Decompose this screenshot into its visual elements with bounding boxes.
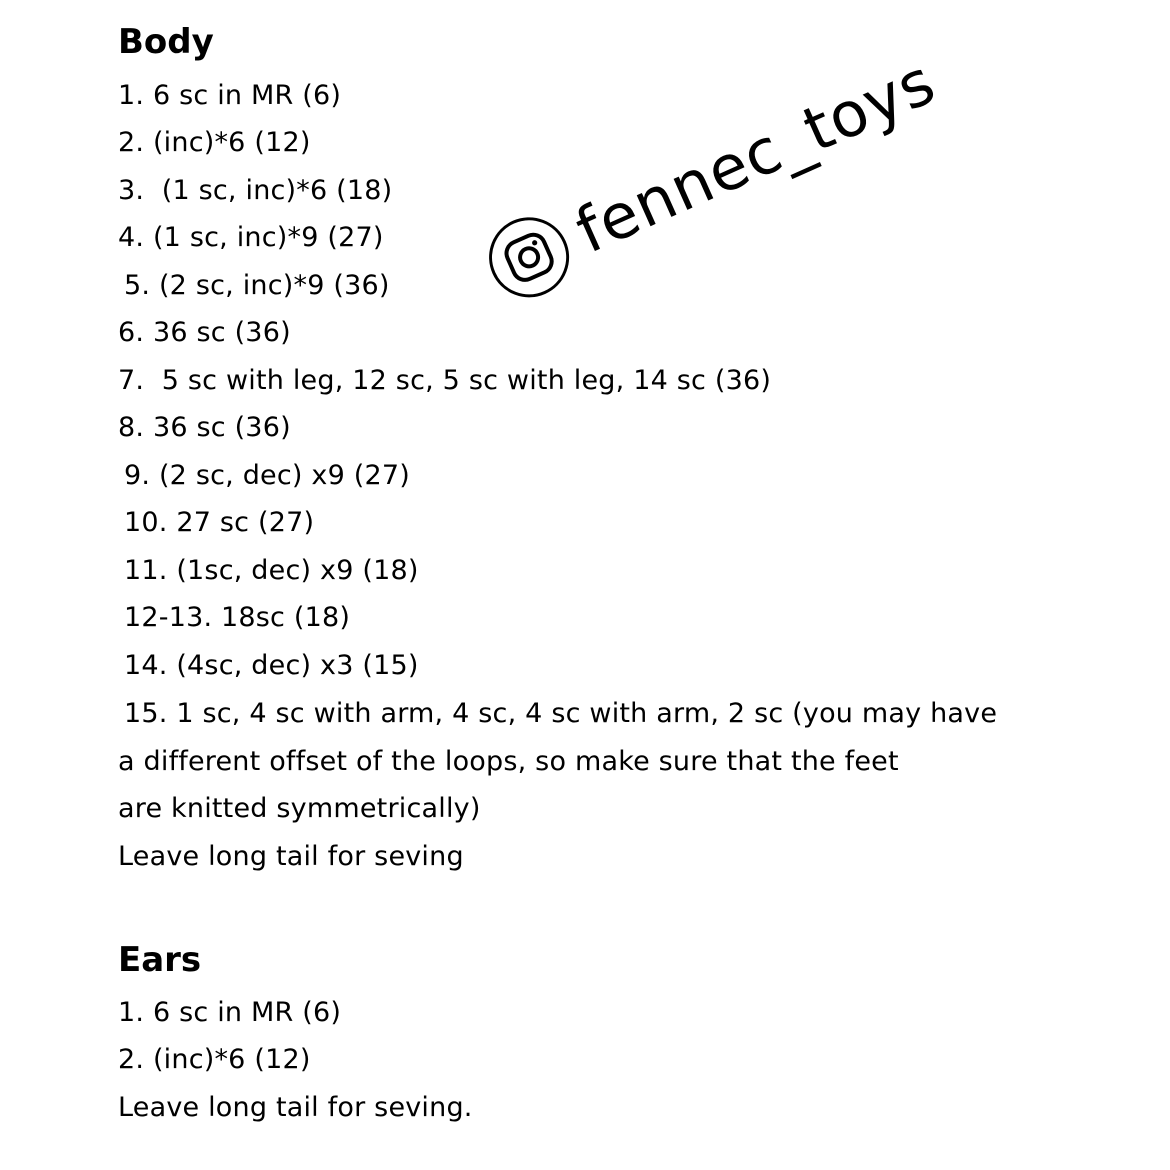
body-step-15-cont-1: a different offset of the loops, so make sure that the feet <box>118 746 899 777</box>
ears-step-2: 2. (inc)*6 (12) <box>118 1044 311 1075</box>
ears-finish-note: Leave long tail for seving. <box>118 1092 473 1123</box>
body-step-2: 2. (inc)*6 (12) <box>118 127 311 158</box>
body-step-11: 11. (1sc, dec) x9 (18) <box>124 555 419 586</box>
instagram-icon <box>476 205 582 311</box>
body-step-1: 1. 6 sc in MR (6) <box>118 80 342 111</box>
ears-heading: Ears <box>118 940 202 980</box>
ears-step-1: 1. 6 sc in MR (6) <box>118 997 342 1028</box>
body-step-9: 9. (2 sc, dec) x9 (27) <box>124 460 410 491</box>
body-step-6: 6. 36 sc (36) <box>118 317 291 348</box>
body-step-10: 10. 27 sc (27) <box>124 507 315 538</box>
body-step-3: 3. (1 sc, inc)*6 (18) <box>118 175 393 206</box>
body-step-15-cont-2: are knitted symmetrically) <box>118 793 481 824</box>
instagram-watermark <box>476 42 947 310</box>
body-step-12-13: 12-13. 18sc (18) <box>124 602 351 633</box>
body-heading: Body <box>118 22 214 62</box>
instagram-handle: fennec_toys <box>565 44 946 268</box>
body-step-14: 14. (4sc, dec) x3 (15) <box>124 650 419 681</box>
body-step-15: 15. 1 sc, 4 sc with arm, 4 sc, 4 sc with arm, 2 sc (you may have <box>124 698 998 729</box>
body-step-4: 4. (1 sc, inc)*9 (27) <box>118 222 384 253</box>
body-step-8: 8. 36 sc (36) <box>118 412 291 443</box>
body-finish-note: Leave long tail for seving <box>118 841 464 872</box>
body-step-5: 5. (2 sc, inc)*9 (36) <box>124 270 390 301</box>
body-step-7: 7. 5 sc with leg, 12 sc, 5 sc with leg, 14 sc (36) <box>118 365 772 396</box>
